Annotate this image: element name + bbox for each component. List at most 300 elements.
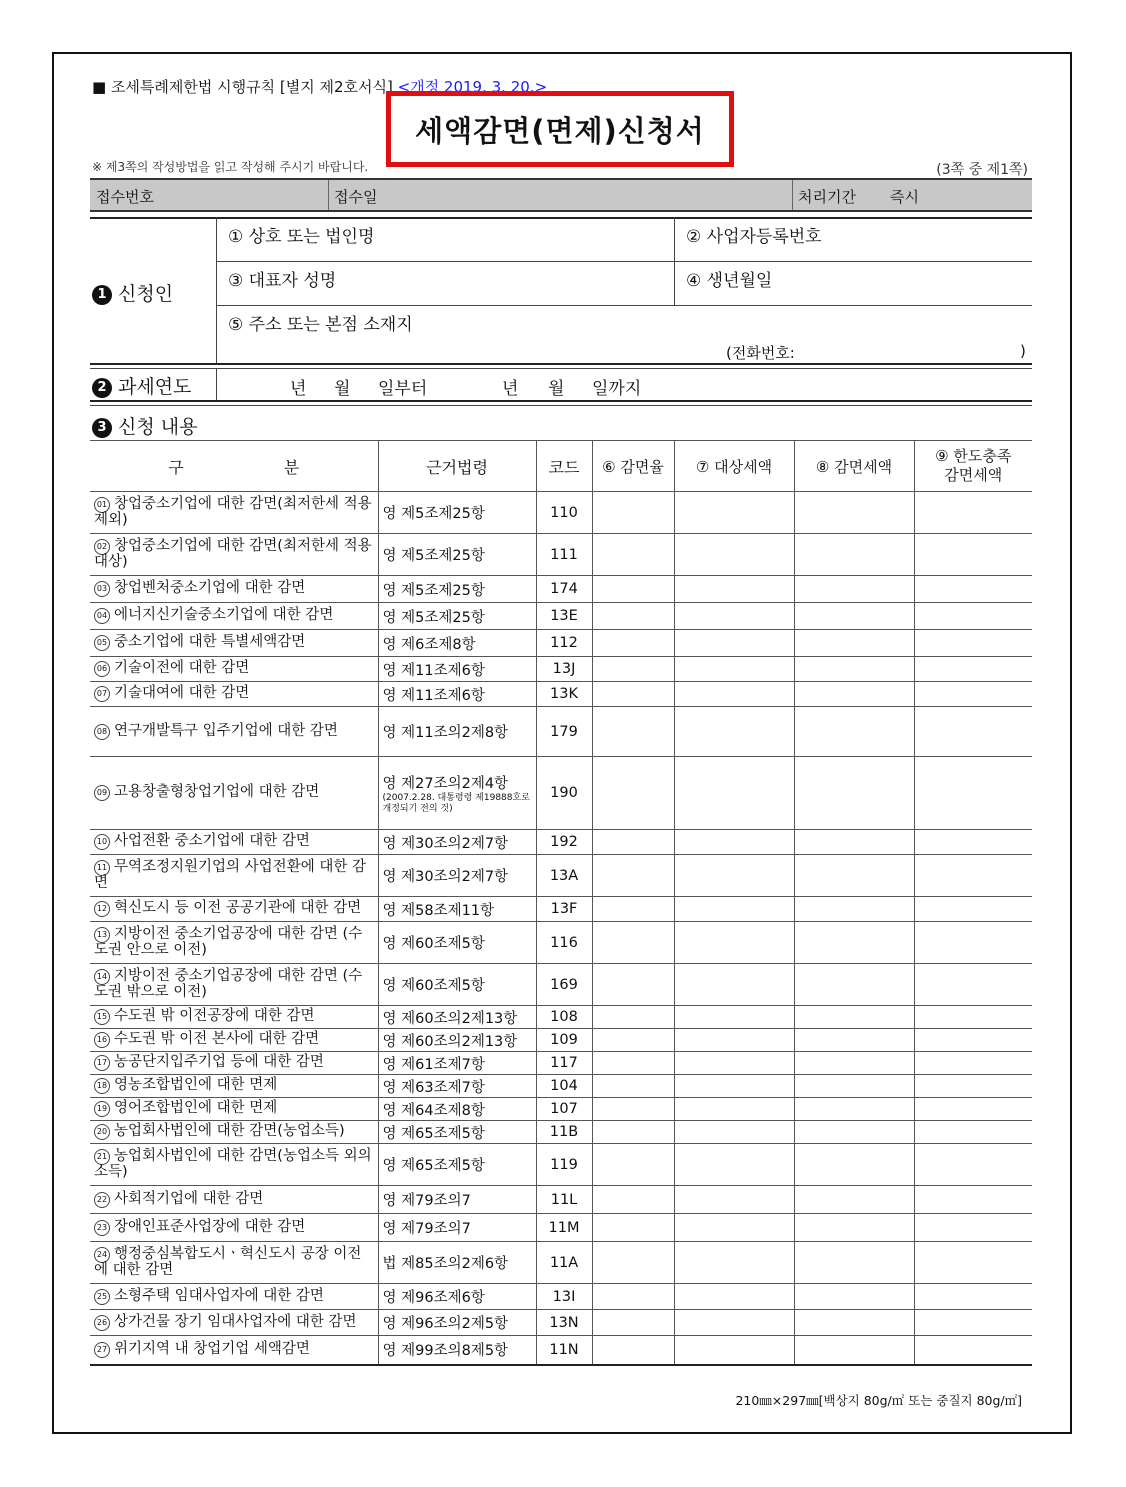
col-reduced-tax: ⑧ 감면세액 bbox=[794, 441, 914, 492]
row-rate-input[interactable] bbox=[592, 1098, 674, 1121]
table-row bbox=[90, 1310, 1032, 1336]
row-code: 13K bbox=[536, 682, 592, 707]
row-reduced-tax-input[interactable] bbox=[794, 830, 914, 855]
row-code: 111 bbox=[536, 534, 592, 576]
form-page bbox=[52, 52, 1072, 1434]
row-law-text: 영 제30조의2제7항 bbox=[382, 869, 509, 885]
row-number: 04 bbox=[94, 608, 110, 624]
row-limit-tax-input[interactable] bbox=[914, 1284, 1032, 1310]
row-item-label: 기술대여에 대한 감면 bbox=[114, 685, 250, 701]
row-target-tax-input[interactable] bbox=[674, 830, 794, 855]
row-reduced-tax-input[interactable] bbox=[794, 1186, 914, 1214]
business-reg-number-field[interactable]: ② 사업자등록번호 bbox=[686, 227, 822, 247]
table-row bbox=[90, 630, 1032, 657]
table-row bbox=[90, 1098, 1032, 1121]
row-item-name bbox=[90, 603, 378, 630]
row-item-name bbox=[90, 1144, 378, 1186]
row-item-label: 소형주택 임대사업자에 대한 감면 bbox=[114, 1287, 324, 1304]
row-reduced-tax-input[interactable] bbox=[794, 1052, 914, 1075]
row-number: 13 bbox=[94, 927, 110, 943]
phone-label: (전화번호: bbox=[726, 344, 795, 362]
applicant-label: 신청인 bbox=[118, 283, 174, 305]
col-division: 구 분 bbox=[90, 441, 378, 492]
row-limit-tax-input[interactable] bbox=[914, 1121, 1032, 1144]
row-law bbox=[378, 1310, 536, 1336]
row-code: 174 bbox=[536, 576, 592, 603]
row-reduced-tax-input[interactable] bbox=[794, 1284, 914, 1310]
row-rate-input[interactable] bbox=[592, 757, 674, 830]
row-reduced-tax-input[interactable] bbox=[794, 630, 914, 657]
row-law-text: 영 제5조제25항 bbox=[382, 548, 485, 564]
tax-year-to-month[interactable]: 월 bbox=[548, 379, 565, 399]
row-item-name bbox=[90, 707, 378, 757]
row-reduced-tax-input[interactable] bbox=[794, 657, 914, 682]
row-code: 11A bbox=[536, 1242, 592, 1284]
birth-date-field[interactable]: ④ 생년월일 bbox=[686, 271, 773, 291]
row-limit-tax-input[interactable] bbox=[914, 576, 1032, 603]
row-law-text: 영 제96조의2제5항 bbox=[382, 1316, 509, 1332]
row-law-text: 영 제5조제25항 bbox=[382, 582, 485, 599]
row-target-tax-input[interactable] bbox=[674, 964, 794, 1006]
row-item-name bbox=[90, 1029, 378, 1052]
row-rate-input[interactable] bbox=[592, 1186, 674, 1214]
row-rate-input[interactable] bbox=[592, 534, 674, 576]
row-target-tax-input[interactable] bbox=[674, 1336, 794, 1365]
row-code: 13A bbox=[536, 855, 592, 897]
row-reduced-tax-input[interactable] bbox=[794, 1029, 914, 1052]
row-code: 179 bbox=[536, 707, 592, 757]
table-row bbox=[90, 1242, 1032, 1284]
row-target-tax-input[interactable] bbox=[674, 1214, 794, 1242]
row-rate-input[interactable] bbox=[592, 855, 674, 897]
row-law-text: 영 제6조제8항 bbox=[382, 636, 476, 653]
row-rate-input[interactable] bbox=[592, 1310, 674, 1336]
row-limit-tax-input[interactable] bbox=[914, 1336, 1032, 1365]
row-item-label: 수도권 밖 이전 본사에 대한 감면 bbox=[114, 1031, 320, 1047]
row-limit-tax-input[interactable] bbox=[914, 1075, 1032, 1098]
row-law-text: 영 제27조의2제4항 bbox=[382, 775, 509, 792]
row-law bbox=[378, 1336, 536, 1365]
row-item-label: 영농조합법인에 대한 면제 bbox=[114, 1077, 278, 1093]
row-target-tax-input[interactable] bbox=[674, 1029, 794, 1052]
row-law bbox=[378, 757, 536, 830]
row-target-tax-input[interactable] bbox=[674, 1006, 794, 1029]
table-row bbox=[90, 1214, 1032, 1242]
tax-year-from-day[interactable]: 일부터 bbox=[378, 379, 428, 399]
row-item-name bbox=[90, 534, 378, 576]
row-target-tax-input[interactable] bbox=[674, 1052, 794, 1075]
row-law bbox=[378, 922, 536, 964]
row-rate-input[interactable] bbox=[592, 1242, 674, 1284]
table-row bbox=[90, 1006, 1032, 1029]
row-rate-input[interactable] bbox=[592, 603, 674, 630]
row-target-tax-input[interactable] bbox=[674, 1284, 794, 1310]
row-limit-tax-input[interactable] bbox=[914, 922, 1032, 964]
col-rate: ⑥ 감면율 bbox=[592, 441, 674, 492]
row-code: 107 bbox=[536, 1098, 592, 1121]
row-law bbox=[378, 534, 536, 576]
tax-year-from-month[interactable]: 월 bbox=[334, 379, 351, 399]
row-number: 27 bbox=[94, 1342, 110, 1358]
table-row bbox=[90, 1052, 1032, 1075]
row-item-name bbox=[90, 855, 378, 897]
row-code: 112 bbox=[536, 630, 592, 657]
row-item-label: 창업벤처중소기업에 대한 감면 bbox=[114, 580, 306, 596]
row-law bbox=[378, 1186, 536, 1214]
row-item-name bbox=[90, 897, 378, 922]
row-item-name bbox=[90, 830, 378, 855]
row-target-tax-input[interactable] bbox=[674, 630, 794, 657]
table-header-row bbox=[90, 441, 1032, 492]
row-rate-input[interactable] bbox=[592, 707, 674, 757]
row-number: 10 bbox=[94, 834, 110, 850]
row-law bbox=[378, 1075, 536, 1098]
row-number: 08 bbox=[94, 724, 110, 740]
row-law-text: 영 제60조제5항 bbox=[382, 936, 485, 952]
row-code: 11L bbox=[536, 1186, 592, 1214]
section-1-marker: 1 bbox=[92, 285, 112, 305]
table-row bbox=[90, 855, 1032, 897]
row-item-name bbox=[90, 1006, 378, 1029]
row-item-label: 사업전환 중소기업에 대한 감면 bbox=[114, 833, 310, 849]
row-reduced-tax-input[interactable] bbox=[794, 1098, 914, 1121]
row-law bbox=[378, 1098, 536, 1121]
row-law-text: 영 제96조제6항 bbox=[382, 1290, 485, 1306]
row-limit-tax-input[interactable] bbox=[914, 630, 1032, 657]
row-item-label: 에너지신기술중소기업에 대한 감면 bbox=[114, 607, 334, 623]
row-reduced-tax-input[interactable] bbox=[794, 534, 914, 576]
row-number: 21 bbox=[94, 1149, 110, 1165]
row-reduced-tax-input[interactable] bbox=[794, 964, 914, 1006]
row-law-text: 영 제99조의8제5항 bbox=[382, 1343, 509, 1360]
row-reduced-tax-input[interactable] bbox=[794, 897, 914, 922]
row-reduced-tax-input[interactable] bbox=[794, 922, 914, 964]
row-number: 22 bbox=[94, 1192, 110, 1208]
row-limit-tax-input[interactable] bbox=[914, 707, 1032, 757]
row-target-tax-input[interactable] bbox=[674, 576, 794, 603]
row-item-label: 혁신도시 등 이전 공공기관에 대한 감면 bbox=[114, 900, 362, 916]
company-name-field[interactable]: ① 상호 또는 법인명 bbox=[228, 227, 375, 247]
row-item-label: 사회적기업에 대한 감면 bbox=[114, 1190, 264, 1207]
row-rate-input[interactable] bbox=[592, 1214, 674, 1242]
tax-year-to-year[interactable]: 년 bbox=[502, 379, 519, 399]
processing-period-value: 즉시 bbox=[890, 188, 919, 206]
row-number: 18 bbox=[94, 1078, 110, 1094]
row-rate-input[interactable] bbox=[592, 922, 674, 964]
row-limit-tax-input[interactable] bbox=[914, 1052, 1032, 1075]
row-item-name bbox=[90, 1186, 378, 1214]
row-item-name bbox=[90, 1242, 378, 1284]
col-target-tax: ⑦ 대상세액 bbox=[674, 441, 794, 492]
row-reduced-tax-input[interactable] bbox=[794, 1310, 914, 1336]
row-law bbox=[378, 1214, 536, 1242]
row-target-tax-input[interactable] bbox=[674, 1242, 794, 1284]
row-rate-input[interactable] bbox=[592, 1052, 674, 1075]
row-item-name bbox=[90, 964, 378, 1006]
row-rate-input[interactable] bbox=[592, 1029, 674, 1052]
table-row bbox=[90, 534, 1032, 576]
row-rate-input[interactable] bbox=[592, 1121, 674, 1144]
row-reduced-tax-input[interactable] bbox=[794, 1214, 914, 1242]
row-law-text: 영 제5조제25항 bbox=[382, 609, 485, 626]
row-item-name bbox=[90, 1336, 378, 1365]
table-row bbox=[90, 1284, 1032, 1310]
row-reduced-tax-input[interactable] bbox=[794, 1075, 914, 1098]
row-limit-tax-input[interactable] bbox=[914, 964, 1032, 1006]
tax-year-to-day[interactable]: 일까지 bbox=[592, 379, 642, 399]
row-law bbox=[378, 603, 536, 630]
row-limit-tax-input[interactable] bbox=[914, 1242, 1032, 1284]
row-law bbox=[378, 855, 536, 897]
row-item-label: 창업중소기업에 대한 감면(최저한세 적용제외) bbox=[94, 495, 372, 528]
row-rate-input[interactable] bbox=[592, 682, 674, 707]
row-number: 06 bbox=[94, 661, 110, 677]
row-code: 13E bbox=[536, 603, 592, 630]
table-row bbox=[90, 757, 1032, 830]
row-number: 24 bbox=[94, 1247, 110, 1263]
row-item-label: 무역조정지원기업의 사업전환에 대한 감면 bbox=[94, 858, 366, 891]
applicant-section-label bbox=[92, 279, 173, 306]
row-number: 05 bbox=[94, 635, 110, 651]
row-code: 11N bbox=[536, 1336, 592, 1365]
row-code: 119 bbox=[536, 1144, 592, 1186]
row-number: 14 bbox=[94, 969, 110, 985]
row-law-text: 영 제5조제25항 bbox=[382, 506, 485, 522]
row-item-name bbox=[90, 630, 378, 657]
row-reduced-tax-input[interactable] bbox=[794, 1121, 914, 1144]
row-number: 23 bbox=[94, 1220, 110, 1236]
row-rate-input[interactable] bbox=[592, 1144, 674, 1186]
row-rate-input[interactable] bbox=[592, 830, 674, 855]
row-code: 116 bbox=[536, 922, 592, 964]
row-rate-input[interactable] bbox=[592, 1284, 674, 1310]
row-law bbox=[378, 1242, 536, 1284]
row-item-name bbox=[90, 576, 378, 603]
row-number: 15 bbox=[94, 1009, 110, 1025]
row-code: 109 bbox=[536, 1029, 592, 1052]
tax-year-section-label: 2 과세연도 bbox=[92, 372, 191, 399]
row-target-tax-input[interactable] bbox=[674, 682, 794, 707]
row-item-name bbox=[90, 682, 378, 707]
table-row bbox=[90, 1121, 1032, 1144]
row-item-name bbox=[90, 1214, 378, 1242]
row-law-note: (2007.2.28. 대통령령 제19888호로 개정되기 전의 것) bbox=[382, 792, 530, 814]
row-item-name bbox=[90, 657, 378, 682]
row-item-name bbox=[90, 1052, 378, 1075]
row-law bbox=[378, 964, 536, 1006]
row-limit-tax-input[interactable] bbox=[914, 492, 1032, 534]
row-limit-tax-input[interactable] bbox=[914, 1098, 1032, 1121]
row-law-text: 영 제79조의7 bbox=[382, 1193, 471, 1209]
row-target-tax-input[interactable] bbox=[674, 1075, 794, 1098]
row-limit-tax-input[interactable] bbox=[914, 1144, 1032, 1186]
row-target-tax-input[interactable] bbox=[674, 492, 794, 534]
row-rate-input[interactable] bbox=[592, 964, 674, 1006]
row-target-tax-input[interactable] bbox=[674, 1186, 794, 1214]
receipt-date-label: 접수일 bbox=[334, 188, 378, 206]
row-item-label: 기술이전에 대한 감면 bbox=[114, 660, 250, 676]
row-item-label: 중소기업에 대한 특별세액감면 bbox=[114, 634, 306, 650]
row-item-label: 위기지역 내 창업기업 세액감면 bbox=[114, 1340, 310, 1357]
row-limit-tax-input[interactable] bbox=[914, 830, 1032, 855]
row-number: 16 bbox=[94, 1032, 110, 1048]
address-field[interactable]: ⑤ 주소 또는 본점 소재지 bbox=[228, 315, 413, 335]
row-item-label: 지방이전 중소기업공장에 대한 감면 (수도권 안으로 이전) bbox=[94, 925, 363, 958]
receipt-number-label: 접수번호 bbox=[96, 188, 154, 206]
row-number: 12 bbox=[94, 901, 110, 917]
table-row bbox=[90, 830, 1032, 855]
row-limit-tax-input[interactable] bbox=[914, 1006, 1032, 1029]
row-target-tax-input[interactable] bbox=[674, 757, 794, 830]
row-rate-input[interactable] bbox=[592, 630, 674, 657]
row-limit-tax-input[interactable] bbox=[914, 682, 1032, 707]
row-limit-tax-input[interactable] bbox=[914, 1029, 1032, 1052]
row-item-label: 지방이전 중소기업공장에 대한 감면 (수도권 밖으로 이전) bbox=[94, 967, 363, 1000]
row-limit-tax-input[interactable] bbox=[914, 1214, 1032, 1242]
row-target-tax-input[interactable] bbox=[674, 534, 794, 576]
table-row bbox=[90, 657, 1032, 682]
row-target-tax-input[interactable] bbox=[674, 603, 794, 630]
row-code: 192 bbox=[536, 830, 592, 855]
row-item-label: 창업중소기업에 대한 감면(최저한세 적용대상) bbox=[94, 537, 372, 570]
row-reduced-tax-input[interactable] bbox=[794, 1336, 914, 1365]
instruction-note: ※ 제3쪽의 작성방법을 읽고 작성해 주시기 바랍니다. bbox=[92, 160, 369, 174]
row-reduced-tax-input[interactable] bbox=[794, 1006, 914, 1029]
row-limit-tax-input[interactable] bbox=[914, 855, 1032, 897]
row-rate-input[interactable] bbox=[592, 1075, 674, 1098]
row-target-tax-input[interactable] bbox=[674, 707, 794, 757]
row-limit-tax-input[interactable] bbox=[914, 657, 1032, 682]
col-limit-tax: ⑨ 한도충족 감면세액 bbox=[914, 441, 1032, 492]
row-law bbox=[378, 630, 536, 657]
row-number: 19 bbox=[94, 1101, 110, 1117]
row-code: 104 bbox=[536, 1075, 592, 1098]
row-item-label: 장애인표준사업장에 대한 감면 bbox=[114, 1218, 306, 1235]
tax-year-from-year[interactable]: 년 bbox=[290, 379, 307, 399]
row-number: 09 bbox=[94, 785, 110, 801]
row-reduced-tax-input[interactable] bbox=[794, 1242, 914, 1284]
paper-spec: 210㎜×297㎜[백상지 80g/㎡ 또는 중질지 80g/㎡] bbox=[735, 1393, 1022, 1408]
row-limit-tax-input[interactable] bbox=[914, 897, 1032, 922]
row-target-tax-input[interactable] bbox=[674, 922, 794, 964]
row-item-label: 고용창출형창업기업에 대한 감면 bbox=[114, 784, 320, 800]
row-law bbox=[378, 682, 536, 707]
row-target-tax-input[interactable] bbox=[674, 1310, 794, 1336]
row-target-tax-input[interactable] bbox=[674, 1098, 794, 1121]
row-rate-input[interactable] bbox=[592, 897, 674, 922]
row-target-tax-input[interactable] bbox=[674, 897, 794, 922]
row-item-label: 영어조합법인에 대한 면제 bbox=[114, 1100, 278, 1116]
row-limit-tax-input[interactable] bbox=[914, 1310, 1032, 1336]
row-item-name bbox=[90, 492, 378, 534]
col-code: 코드 bbox=[536, 441, 592, 492]
row-target-tax-input[interactable] bbox=[674, 657, 794, 682]
row-reduced-tax-input[interactable] bbox=[794, 855, 914, 897]
row-law bbox=[378, 897, 536, 922]
row-law bbox=[378, 576, 536, 603]
row-reduced-tax-input[interactable] bbox=[794, 682, 914, 707]
row-number: 03 bbox=[94, 581, 110, 597]
row-law-text: 법 제85조의2제6항 bbox=[382, 1256, 509, 1272]
row-number: 17 bbox=[94, 1055, 110, 1071]
representative-name-field[interactable]: ③ 대표자 성명 bbox=[228, 271, 337, 291]
reduction-items-table bbox=[90, 440, 1032, 1366]
table-row bbox=[90, 964, 1032, 1006]
row-reduced-tax-input[interactable] bbox=[794, 576, 914, 603]
title-highlight-box bbox=[386, 91, 734, 167]
row-limit-tax-input[interactable] bbox=[914, 603, 1032, 630]
row-law bbox=[378, 1121, 536, 1144]
row-code: 117 bbox=[536, 1052, 592, 1075]
row-reduced-tax-input[interactable] bbox=[794, 1144, 914, 1186]
table-row bbox=[90, 603, 1032, 630]
row-reduced-tax-input[interactable] bbox=[794, 757, 914, 830]
table-row bbox=[90, 1144, 1032, 1186]
row-code: 11B bbox=[536, 1121, 592, 1144]
row-target-tax-input[interactable] bbox=[674, 1121, 794, 1144]
row-code: 108 bbox=[536, 1006, 592, 1029]
row-item-label: 농업회사법인에 대한 감면(농업소득) bbox=[114, 1123, 345, 1139]
row-item-name bbox=[90, 1121, 378, 1144]
row-law-text: 영 제11조제6항 bbox=[382, 662, 485, 679]
row-item-name bbox=[90, 1310, 378, 1336]
table-row bbox=[90, 1075, 1032, 1098]
row-item-label: 상가건물 장기 임대사업자에 대한 감면 bbox=[114, 1313, 357, 1330]
phone-close: ) bbox=[1020, 342, 1026, 360]
row-rate-input[interactable] bbox=[592, 576, 674, 603]
row-law-text: 영 제60조의2제13항 bbox=[382, 1010, 518, 1027]
revision-link[interactable]: <개정 2019. 3. 20.> bbox=[397, 78, 548, 96]
row-number: 02 bbox=[94, 539, 110, 555]
table-row bbox=[90, 682, 1032, 707]
row-limit-tax-input[interactable] bbox=[914, 534, 1032, 576]
row-target-tax-input[interactable] bbox=[674, 855, 794, 897]
row-law bbox=[378, 707, 536, 757]
row-number: 01 bbox=[94, 497, 110, 513]
table-row bbox=[90, 707, 1032, 757]
row-limit-tax-input[interactable] bbox=[914, 1186, 1032, 1214]
row-law-text: 영 제61조제7항 bbox=[382, 1056, 485, 1073]
section-3-marker: 3 bbox=[92, 418, 112, 438]
row-law-text: 영 제11조의2제8항 bbox=[382, 725, 509, 741]
row-number: 20 bbox=[94, 1124, 110, 1140]
row-target-tax-input[interactable] bbox=[674, 1144, 794, 1186]
row-number: 26 bbox=[94, 1315, 110, 1331]
row-code: 190 bbox=[536, 757, 592, 830]
row-item-label: 행정중심복합도시ㆍ혁신도시 공장 이전에 대한 감면 bbox=[94, 1245, 362, 1278]
row-item-label: 수도권 밖 이전공장에 대한 감면 bbox=[114, 1008, 315, 1024]
section-2-marker: 2 bbox=[92, 378, 112, 398]
row-rate-input[interactable] bbox=[592, 1006, 674, 1029]
row-number: 11 bbox=[94, 860, 110, 876]
row-code: 13F bbox=[536, 897, 592, 922]
row-rate-input[interactable] bbox=[592, 1336, 674, 1365]
row-reduced-tax-input[interactable] bbox=[794, 492, 914, 534]
receipt-bar bbox=[90, 178, 1032, 212]
row-law bbox=[378, 1029, 536, 1052]
row-rate-input[interactable] bbox=[592, 492, 674, 534]
row-reduced-tax-input[interactable] bbox=[794, 707, 914, 757]
row-reduced-tax-input[interactable] bbox=[794, 603, 914, 630]
row-law bbox=[378, 830, 536, 855]
row-item-name bbox=[90, 757, 378, 830]
row-item-label: 농공단지입주기업 등에 대한 감면 bbox=[114, 1054, 324, 1070]
row-law-text: 영 제11조제6항 bbox=[382, 687, 485, 704]
row-limit-tax-input[interactable] bbox=[914, 757, 1032, 830]
row-item-name bbox=[90, 1098, 378, 1121]
row-code: 13N bbox=[536, 1310, 592, 1336]
row-rate-input[interactable] bbox=[592, 657, 674, 682]
